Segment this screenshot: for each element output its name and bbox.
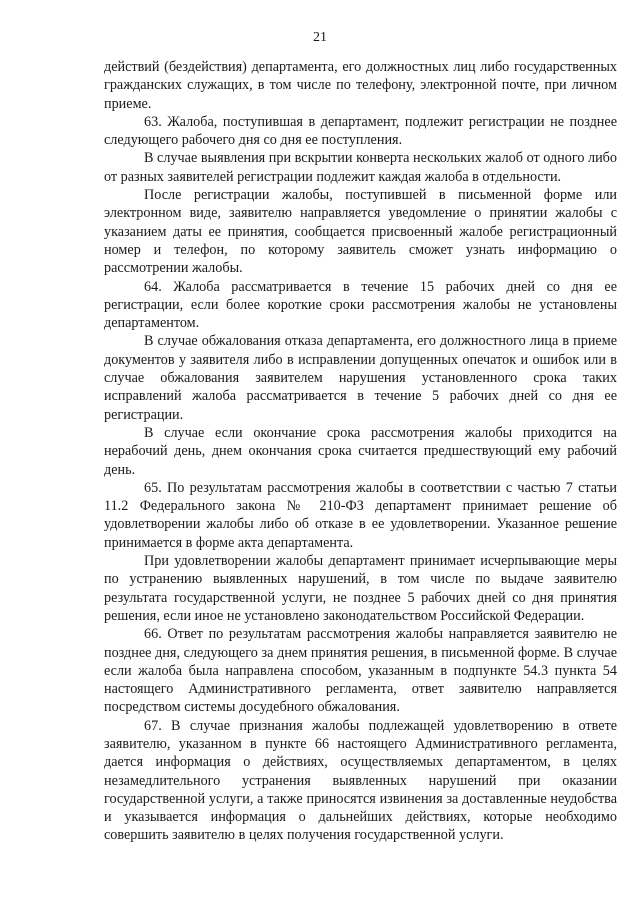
paragraph-67: 67. В случае признания жалобы подлежащей удовлетворению в ответе заявителю, указанном в пункте 66 настоящего Административного регламента, дается информация о действиях, осуществляемых департаментом, в целях незамедлительного устранения выявленных нарушений при оказании государственной услуги, а также приносятся извинения за доставленные неудобства и указывается информация о дальнейших действиях, которые необходимо совершить заявителю в целях получения государственной услуги. [104,717,617,844]
page-number: 21 [313,30,327,45]
paragraph-63: 63. Жалоба, поступившая в департамент, подлежит регистрации не позднее следующего рабочего дня со дня ее поступления. [104,113,617,149]
paragraph-65: 65. По результатам рассмотрения жалобы в соответствии с частью 7 статьи 11.2 Федерального закона № 210-ФЗ департамент принимает решение об удовлетворении жалобы либо об отказе в ее удовлетворении. Указанное решение принимается в форме акта департамента. [104,479,617,551]
paragraph-66: 66. Ответ по результатам рассмотрения жалобы направляется заявителю не позднее дня, следующего за днем принятия решения, в письменной форме. В случае если жалоба была направлена способом, указанным в подпункте 54.3 пункта 54 настоящего Административного регламента, ответ заявителю направляется посредством системы досудебного обжалования. [104,626,617,716]
document-body [104,58,617,845]
paragraph-65-satisfaction: При удовлетворении жалобы департамент принимает исчерпывающие меры по устранению выявленных нарушений, в том числе по выдаче заявителю результата государственной услуги, не позднее 5 рабочих дней со дня принятия решения, если иное не установлено законодательством Российской Федерации. [104,553,617,624]
paragraph-64-non-working-day: В случае если окончание срока рассмотрения жалобы приходится на нерабочий день, днем окончания срока считается предшествующий ему рабочий день. [104,424,617,478]
paragraph-63-multiple-complaints: В случае выявления при вскрытии конверта нескольких жалоб от одного либо от разных заявителей регистрации подлежит каждая жалоба в отдельности. [104,150,617,185]
paragraph-64-refusal-appeal: В случае обжалования отказа департамента, его должностного лица в приеме документов у заявителя либо в исправлении допущенных опечаток и ошибок или в случае обжалования заявителем нарушения установленного срока таких исправлений жалоба рассматривается в течение 5 рабочих дней со дня ее регистрации. [104,333,617,423]
paragraph-63-notification: После регистрации жалобы, поступившей в письменной форме или электронном виде, заявителю направляется уведомление о принятии жалобы с указанием даты ее принятия, сообщается присвоенный жалобе регистрационный номер и телефон, по которому заявитель сможет узнать информацию о рассмотрении жалобы. [104,187,617,277]
paragraph-continuation: действий (бездействия) департамента, его должностных лиц либо государственных гражданских служащих, в том числе по телефону, электронной почте, при личном приеме. [104,59,617,112]
paragraph-64: 64. Жалоба рассматривается в течение 15 рабочих дней со дня ее регистрации, если более короткие сроки рассмотрения жалобы не установлены департаментом. [104,278,617,332]
